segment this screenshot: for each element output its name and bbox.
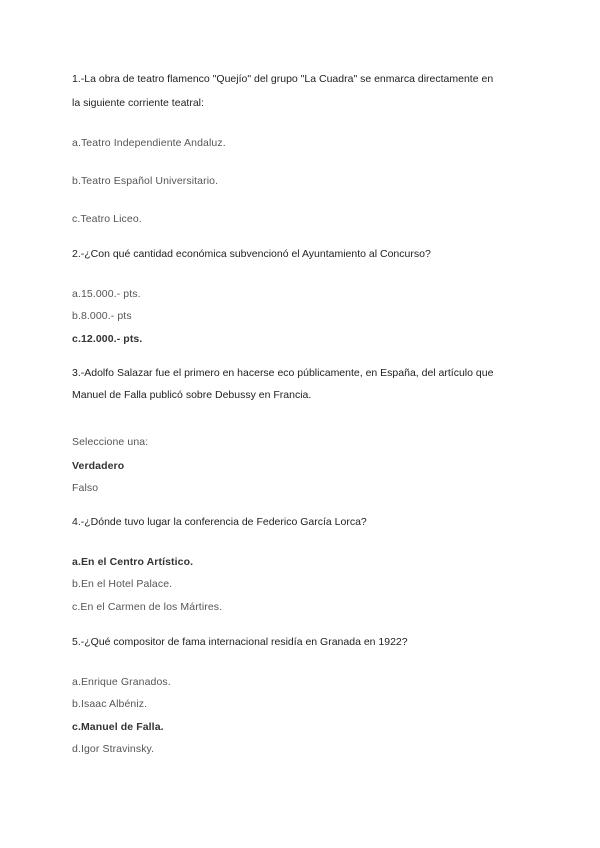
question-1-text-line-2: la siguiente corriente teatral: (72, 97, 204, 109)
question-5-option-d: d.Igor Stravinsky. (72, 743, 155, 755)
question-2-option-a: a.15.000.- pts. (72, 288, 141, 300)
question-3-option-false: Falso (72, 482, 99, 494)
question-3-option-true-correct: Verdadero (72, 460, 125, 472)
question-4-option-c: c.En el Carmen de los Mártires. (72, 601, 223, 613)
question-2-option-c-correct: c.12.000.- pts. (72, 333, 143, 345)
question-3-text-line-1: 3.-Adolfo Salazar fue el primero en hacerse eco públicamente, en España, del artículo que (72, 367, 494, 379)
question-1-option-a: a.Teatro Independiente Andaluz. (72, 137, 226, 149)
question-3-text-line-2: Manuel de Falla publicó sobre Debussy en Francia. (72, 389, 312, 401)
question-2-text-line-1: 2.-¿Con qué cantidad económica subvencionó el Ayuntamiento al Concurso? (72, 248, 431, 260)
question-4-text-line-1: 4.-¿Dónde tuvo lugar la conferencia de Federico García Lorca? (72, 516, 367, 528)
question-4-option-a-correct: a.En el Centro Artístico. (72, 556, 194, 568)
question-5-option-a: a.Enrique Granados. (72, 676, 171, 688)
question-5-text-line-1: 5.-¿Qué compositor de fama internacional residía en Granada en 1922? (72, 636, 408, 648)
question-1-option-c: c.Teatro Liceo. (72, 213, 142, 225)
question-5-option-b: b.Isaac Albéniz. (72, 698, 148, 710)
question-5-option-c-correct: c.Manuel de Falla. (72, 721, 164, 733)
question-3-prompt: Seleccione una: (72, 436, 149, 448)
question-1-text-line-1: 1.-La obra de teatro flamenco "Quejío" del grupo "La Cuadra" se enmarca directamente en (72, 73, 494, 85)
question-4-option-b: b.En el Hotel Palace. (72, 578, 173, 590)
question-1-option-b: b.Teatro Español Universitario. (72, 175, 219, 187)
question-2-option-b: b.8.000.- pts (72, 310, 132, 322)
